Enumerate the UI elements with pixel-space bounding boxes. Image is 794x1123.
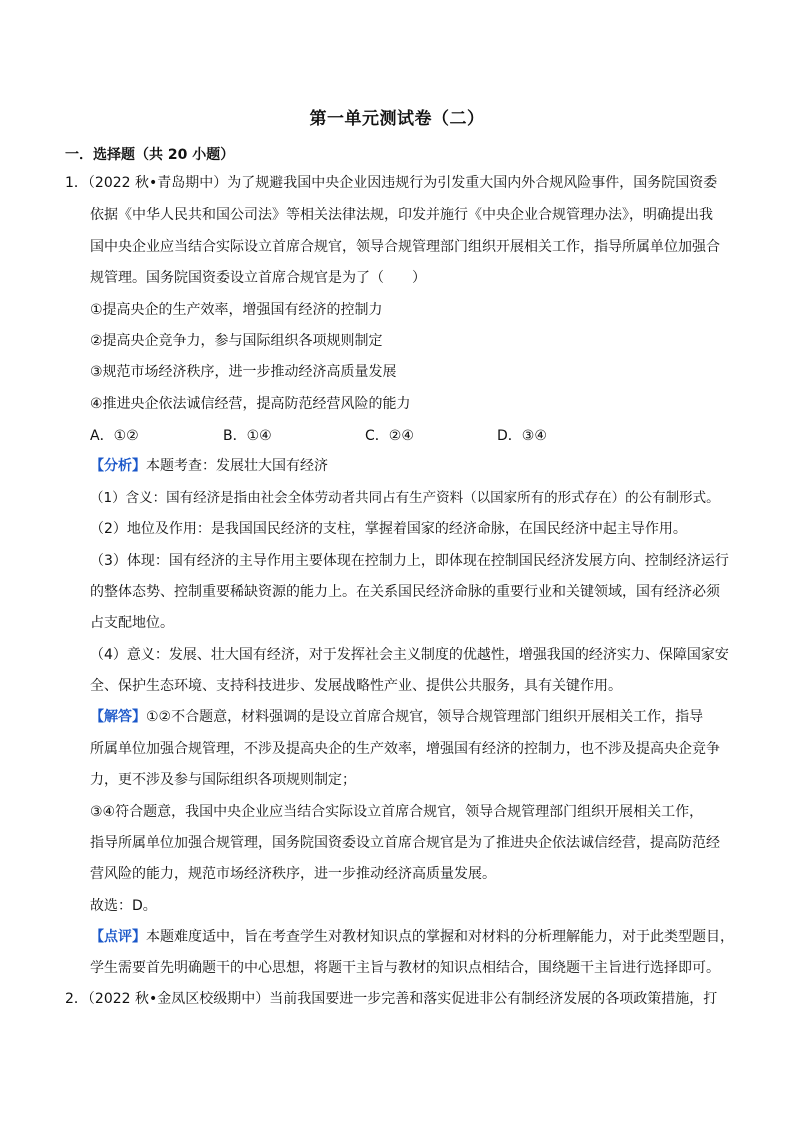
q1-item: ④推进央企依法诚信经营，提高防范经营风险的能力	[90, 396, 411, 412]
q1-analysis-line: 全、保护生态环境、支持科技进步、发展战略性产业、提供公共服务，具有关键作用。	[90, 678, 622, 694]
q1-option-a: A．①②	[90, 428, 139, 444]
q1-analysis-line: （4）意义：发展、壮大国有经济，对于发挥社会主义制度的优越性，增强我国的经济实力、保障国家安	[90, 647, 729, 663]
comment-tag: 【点评】	[90, 929, 146, 945]
analysis-text: 本题考查：发展壮大国有经济	[146, 458, 328, 474]
q1-stem-line: 1．（2022 秋•青岛期中）为了规避我国中央企业因违规行为引发重大国内外合规风险事件，国务院国资委	[65, 175, 718, 191]
q1-stem-line: 国中央企业应当结合实际设立首席合规官，领导合规管理部门组织开展相关工作，指导所属单位加强合	[90, 239, 720, 255]
q1-stem-line: 规管理。国务院国资委设立首席合规官是为了（ ）	[90, 270, 426, 286]
q1-answer-line: ③④符合题意，我国中央企业应当结合实际设立首席合规官，领导合规管理部门组织开展相关工作，	[90, 804, 704, 820]
q1-answer-line: 所属单位加强合规管理，不涉及提高央企的生产效率，增强国有经济的控制力，也不涉及提高央企竞争	[90, 741, 720, 757]
q1-analysis-line: （2）地位及作用：是我国国民经济的支柱，掌握着国家的经济命脉，在国民经济中起主导作用。	[90, 521, 687, 537]
q1-answer-line: 营风险的能力，规范市场经济秩序，进一步推动经济高质量发展。	[90, 866, 496, 882]
q1-analysis-line: （1）含义：国有经济是指由社会全体劳动者共同占有生产资料（以国家所有的形式存在）的公有制形式。	[90, 490, 720, 506]
q1-option-c: C．②④	[365, 428, 414, 444]
section-heading: 一．选择题（共 20 小题）	[65, 147, 235, 163]
q1-answer-choice: 故选：D。	[90, 898, 157, 914]
q1-analysis-line: 占支配地位。	[90, 615, 174, 631]
q1-analysis-line: （3）体现：国有经济的主导作用主要体现在控制力上，即体现在控制国民经济发展方向、控制经济运行	[90, 553, 729, 569]
q1-item: ①提高央企的生产效率，增强国有经济的控制力	[90, 302, 383, 318]
q1-comment-head	[90, 927, 734, 947]
q1-answer-head	[90, 707, 703, 727]
q1-answer-line: 力，更不涉及参与国际组织各项规则制定；	[90, 772, 356, 788]
page-title: 第一单元测试卷（二）	[309, 109, 485, 129]
q1-analysis-head	[90, 456, 328, 476]
q1-answer-line: 指导所属单位加强合规管理，国务院国资委设立首席合规官是为了推进央企依法诚信经营，提高防范经	[90, 835, 720, 851]
q1-option-b: B．①④	[223, 428, 272, 444]
q1-comment-line: 学生需要首先明确题干的中心思想，将题干主旨与教材的知识点相结合，围绕题干主旨进行选择即可。	[90, 960, 720, 976]
q1-stem-line: 依据《中华人民共和国公司法》等相关法律法规，印发并施行《中央企业合规管理办法》，明确提出我	[90, 207, 713, 223]
q2-stem-line: 2．（2022 秋•金凤区校级期中）当前我国要进一步完善和落实促进非公有制经济发展的各项政策措施，打	[65, 991, 718, 1007]
q1-option-d: D．③④	[497, 428, 547, 444]
q1-item: ②提高央企竞争力，参与国际组织各项规则制定	[90, 333, 383, 349]
analysis-tag: 【分析】	[90, 458, 146, 474]
comment-text: 本题难度适中，旨在考查学生对教材知识点的掌握和对材料的分析理解能力，对于此类型题目，	[146, 929, 734, 945]
q1-analysis-line: 的整体态势、控制重要稀缺资源的能力上。在关系国民经济命脉的重要行业和关键领域，国有经济必须	[90, 584, 720, 600]
q1-item: ③规范市场经济秩序，进一步推动经济高质量发展	[90, 364, 397, 380]
answer-tag: 【解答】	[90, 709, 146, 725]
answer-text: ①②不合题意，材料强调的是设立首席合规官，领导合规管理部门组织开展相关工作，指导	[146, 709, 704, 725]
